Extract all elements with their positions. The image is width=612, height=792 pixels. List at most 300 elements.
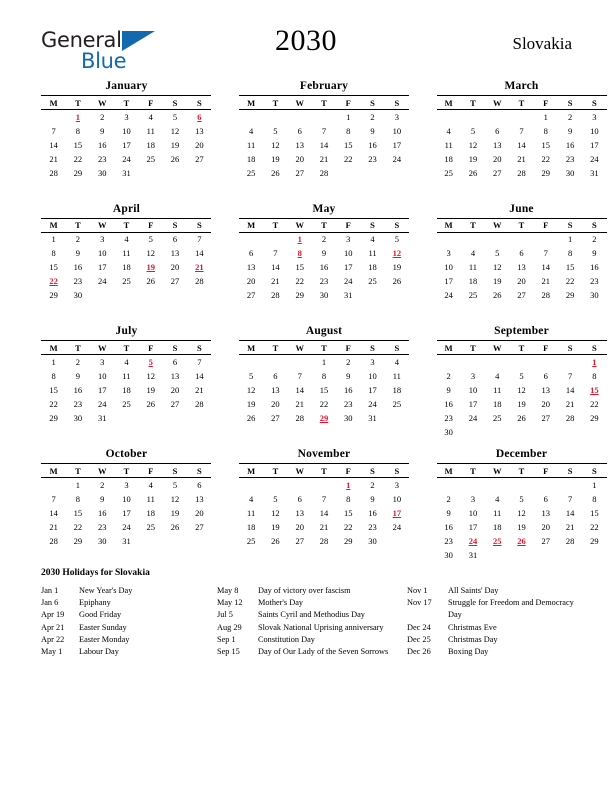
day-cell[interactable]: 21 xyxy=(319,153,329,164)
day-cell[interactable]: 20 xyxy=(492,153,502,164)
day-cell[interactable]: 29 xyxy=(295,290,304,300)
day-cell[interactable]: 12 xyxy=(170,125,180,136)
day-cell[interactable]: 17 xyxy=(122,507,131,518)
day-cell[interactable]: 23 xyxy=(565,153,575,164)
day-cell[interactable]: 27 xyxy=(170,276,180,286)
day-cell[interactable]: 5 xyxy=(172,479,178,490)
day-cell[interactable]: 3 xyxy=(370,356,375,367)
day-cell[interactable]: 7 xyxy=(197,356,202,367)
day-cell[interactable]: 16 xyxy=(368,139,377,150)
day-cell[interactable]: 13 xyxy=(295,507,304,518)
day-cell[interactable]: 23 xyxy=(319,276,329,286)
day-cell[interactable]: 28 xyxy=(517,167,526,178)
day-cell[interactable]: 16 xyxy=(73,384,83,395)
day-cell[interactable]: 18 xyxy=(246,153,256,164)
holiday-day-cell[interactable]: 5 xyxy=(148,356,153,367)
day-cell[interactable]: 4 xyxy=(124,356,129,367)
day-cell[interactable]: 11 xyxy=(368,248,377,258)
day-cell[interactable]: 11 xyxy=(444,139,453,150)
holiday-day-cell[interactable]: 12 xyxy=(392,248,402,258)
day-cell[interactable]: 23 xyxy=(368,521,377,532)
day-cell[interactable]: 9 xyxy=(370,493,375,504)
day-cell[interactable]: 15 xyxy=(565,262,575,272)
day-cell[interactable]: 17 xyxy=(97,262,107,272)
day-cell[interactable]: 23 xyxy=(368,153,377,164)
day-cell[interactable]: 19 xyxy=(170,507,180,518)
day-cell[interactable]: 8 xyxy=(51,248,56,258)
day-cell[interactable]: 23 xyxy=(97,521,107,532)
day-cell[interactable]: 2 xyxy=(346,356,351,367)
day-cell[interactable]: 5 xyxy=(495,248,500,258)
day-cell[interactable]: 26 xyxy=(468,167,478,178)
day-cell[interactable]: 27 xyxy=(541,412,551,423)
day-cell[interactable]: 9 xyxy=(446,507,451,518)
holiday-day-cell[interactable]: 1 xyxy=(346,479,351,490)
day-cell[interactable]: 10 xyxy=(392,493,402,504)
day-cell[interactable]: 6 xyxy=(543,370,548,381)
day-cell[interactable]: 17 xyxy=(344,262,353,272)
day-cell[interactable]: 24 xyxy=(590,153,599,164)
day-cell[interactable]: 27 xyxy=(295,535,304,546)
day-cell[interactable]: 9 xyxy=(321,248,327,258)
day-cell[interactable]: 10 xyxy=(368,370,377,381)
day-cell[interactable]: 15 xyxy=(344,507,353,518)
day-cell[interactable]: 5 xyxy=(519,493,524,504)
day-cell[interactable]: 11 xyxy=(468,262,478,272)
day-cell[interactable]: 19 xyxy=(468,153,478,164)
day-cell[interactable]: 30 xyxy=(368,535,377,546)
day-cell[interactable]: 22 xyxy=(49,398,58,409)
day-cell[interactable]: 16 xyxy=(97,507,107,518)
day-cell[interactable]: 9 xyxy=(100,125,105,136)
day-cell[interactable]: 14 xyxy=(565,507,575,518)
day-cell[interactable]: 10 xyxy=(97,370,107,381)
day-cell[interactable]: 21 xyxy=(517,153,526,164)
day-cell[interactable]: 2 xyxy=(100,111,105,122)
day-cell[interactable]: 14 xyxy=(195,370,204,381)
day-cell[interactable]: 25 xyxy=(246,167,256,178)
day-cell[interactable]: 6 xyxy=(172,356,178,367)
day-cell[interactable]: 27 xyxy=(295,167,304,178)
holiday-day-cell[interactable]: 15 xyxy=(590,384,599,395)
day-cell[interactable]: 7 xyxy=(567,493,573,504)
day-cell[interactable]: 2 xyxy=(321,234,327,245)
day-cell[interactable]: 13 xyxy=(170,248,180,258)
day-cell[interactable]: 8 xyxy=(592,370,597,381)
day-cell[interactable]: 13 xyxy=(195,125,204,136)
day-cell[interactable]: 11 xyxy=(146,493,155,504)
day-cell[interactable]: 29 xyxy=(590,412,599,423)
day-cell[interactable]: 28 xyxy=(319,167,329,178)
day-cell[interactable]: 26 xyxy=(170,153,180,164)
holiday-day-cell[interactable]: 1 xyxy=(297,234,302,245)
day-cell[interactable]: 15 xyxy=(49,262,58,272)
day-cell[interactable]: 1 xyxy=(321,356,327,367)
day-cell[interactable]: 10 xyxy=(97,248,107,258)
day-cell[interactable]: 14 xyxy=(49,507,58,518)
day-cell[interactable]: 28 xyxy=(271,290,280,300)
day-cell[interactable]: 2 xyxy=(100,479,105,490)
day-cell[interactable]: 24 xyxy=(97,398,107,409)
day-cell[interactable]: 24 xyxy=(444,290,453,300)
day-cell[interactable]: 18 xyxy=(492,398,502,409)
day-cell[interactable]: 13 xyxy=(541,384,551,395)
holiday-day-cell[interactable]: 24 xyxy=(468,535,478,546)
day-cell[interactable]: 8 xyxy=(592,493,597,504)
day-cell[interactable]: 14 xyxy=(49,139,58,150)
day-cell[interactable]: 2 xyxy=(370,111,375,122)
day-cell[interactable]: 10 xyxy=(468,507,478,518)
day-cell[interactable]: 31 xyxy=(590,167,599,178)
day-cell[interactable]: 24 xyxy=(97,276,107,286)
day-cell[interactable]: 12 xyxy=(246,384,256,395)
day-cell[interactable]: 31 xyxy=(468,549,478,560)
day-cell[interactable]: 16 xyxy=(319,262,329,272)
day-cell[interactable]: 11 xyxy=(392,370,401,381)
holiday-day-cell[interactable]: 8 xyxy=(297,248,302,258)
day-cell[interactable]: 18 xyxy=(122,384,131,395)
day-cell[interactable]: 18 xyxy=(146,139,155,150)
day-cell[interactable]: 25 xyxy=(492,412,502,423)
day-cell[interactable]: 9 xyxy=(346,370,351,381)
day-cell[interactable]: 30 xyxy=(97,535,107,546)
day-cell[interactable]: 9 xyxy=(567,125,573,136)
day-cell[interactable]: 9 xyxy=(75,370,81,381)
day-cell[interactable]: 27 xyxy=(541,535,551,546)
day-cell[interactable]: 19 xyxy=(392,262,402,272)
day-cell[interactable]: 30 xyxy=(73,412,83,423)
day-cell[interactable]: 29 xyxy=(49,412,58,423)
day-cell[interactable]: 23 xyxy=(73,276,83,286)
day-cell[interactable]: 12 xyxy=(517,384,526,395)
day-cell[interactable]: 10 xyxy=(468,384,478,395)
day-cell[interactable]: 4 xyxy=(124,234,129,245)
day-cell[interactable]: 11 xyxy=(122,248,131,258)
day-cell[interactable]: 7 xyxy=(51,493,56,504)
day-cell[interactable]: 13 xyxy=(195,493,204,504)
day-cell[interactable]: 5 xyxy=(148,234,153,245)
day-cell[interactable]: 17 xyxy=(444,276,453,286)
day-cell[interactable]: 8 xyxy=(75,493,81,504)
day-cell[interactable]: 14 xyxy=(319,139,329,150)
day-cell[interactable]: 31 xyxy=(122,535,131,546)
day-cell[interactable]: 21 xyxy=(271,276,280,286)
day-cell[interactable]: 1 xyxy=(567,234,573,245)
day-cell[interactable]: 15 xyxy=(541,139,551,150)
day-cell[interactable]: 1 xyxy=(346,111,351,122)
day-cell[interactable]: 29 xyxy=(73,167,83,178)
day-cell[interactable]: 13 xyxy=(517,262,526,272)
day-cell[interactable]: 6 xyxy=(519,248,524,258)
day-cell[interactable]: 22 xyxy=(319,398,329,409)
day-cell[interactable]: 17 xyxy=(468,521,478,532)
day-cell[interactable]: 12 xyxy=(146,248,155,258)
day-cell[interactable]: 6 xyxy=(249,248,254,258)
day-cell[interactable]: 19 xyxy=(517,398,526,409)
day-cell[interactable]: 25 xyxy=(122,276,131,286)
day-cell[interactable]: 2 xyxy=(446,493,451,504)
day-cell[interactable]: 2 xyxy=(446,370,451,381)
day-cell[interactable]: 23 xyxy=(344,398,353,409)
day-cell[interactable]: 11 xyxy=(146,125,155,136)
day-cell[interactable]: 27 xyxy=(271,412,280,423)
day-cell[interactable]: 11 xyxy=(493,507,502,518)
day-cell[interactable]: 19 xyxy=(170,139,180,150)
day-cell[interactable]: 6 xyxy=(297,493,302,504)
day-cell[interactable]: 10 xyxy=(122,493,131,504)
day-cell[interactable]: 14 xyxy=(295,384,304,395)
day-cell[interactable]: 19 xyxy=(492,276,502,286)
day-cell[interactable]: 10 xyxy=(590,125,599,136)
day-cell[interactable]: 2 xyxy=(592,234,597,245)
day-cell[interactable]: 13 xyxy=(541,507,551,518)
day-cell[interactable]: 21 xyxy=(49,153,58,164)
day-cell[interactable]: 14 xyxy=(195,248,204,258)
day-cell[interactable]: 23 xyxy=(444,535,453,546)
day-cell[interactable]: 30 xyxy=(73,290,83,300)
day-cell[interactable]: 13 xyxy=(271,384,280,395)
day-cell[interactable]: 4 xyxy=(249,125,254,136)
day-cell[interactable]: 10 xyxy=(122,125,131,136)
day-cell[interactable]: 22 xyxy=(73,153,83,164)
day-cell[interactable]: 22 xyxy=(344,153,353,164)
day-cell[interactable]: 2 xyxy=(75,234,81,245)
day-cell[interactable]: 18 xyxy=(468,276,478,286)
holiday-day-cell[interactable]: 26 xyxy=(517,535,526,546)
day-cell[interactable]: 17 xyxy=(392,139,402,150)
day-cell[interactable]: 20 xyxy=(195,507,204,518)
day-cell[interactable]: 5 xyxy=(249,370,254,381)
day-cell[interactable]: 18 xyxy=(368,262,377,272)
day-cell[interactable]: 6 xyxy=(197,479,202,490)
day-cell[interactable]: 16 xyxy=(444,521,453,532)
day-cell[interactable]: 16 xyxy=(444,398,453,409)
day-cell[interactable]: 4 xyxy=(446,125,451,136)
holiday-day-cell[interactable]: 29 xyxy=(319,412,329,423)
day-cell[interactable]: 19 xyxy=(146,384,155,395)
day-cell[interactable]: 7 xyxy=(51,125,56,136)
day-cell[interactable]: 28 xyxy=(319,535,329,546)
day-cell[interactable]: 22 xyxy=(295,276,304,286)
day-cell[interactable]: 28 xyxy=(49,535,58,546)
day-cell[interactable]: 25 xyxy=(246,535,256,546)
day-cell[interactable]: 8 xyxy=(51,370,56,381)
day-cell[interactable]: 12 xyxy=(517,507,526,518)
day-cell[interactable]: 1 xyxy=(543,111,548,122)
day-cell[interactable]: 7 xyxy=(567,370,573,381)
day-cell[interactable]: 31 xyxy=(97,412,107,423)
day-cell[interactable]: 4 xyxy=(370,234,375,245)
day-cell[interactable]: 12 xyxy=(170,493,180,504)
day-cell[interactable]: 22 xyxy=(541,153,551,164)
day-cell[interactable]: 5 xyxy=(394,234,399,245)
day-cell[interactable]: 25 xyxy=(146,153,155,164)
day-cell[interactable]: 12 xyxy=(146,370,155,381)
day-cell[interactable]: 20 xyxy=(295,153,304,164)
day-cell[interactable]: 16 xyxy=(565,139,575,150)
day-cell[interactable]: 1 xyxy=(592,479,597,490)
day-cell[interactable]: 6 xyxy=(495,125,500,136)
day-cell[interactable]: 22 xyxy=(565,276,575,286)
day-cell[interactable]: 8 xyxy=(321,370,327,381)
day-cell[interactable]: 20 xyxy=(541,398,551,409)
day-cell[interactable]: 7 xyxy=(519,125,524,136)
day-cell[interactable]: 26 xyxy=(271,167,280,178)
day-cell[interactable]: 25 xyxy=(444,167,453,178)
day-cell[interactable]: 30 xyxy=(590,290,599,300)
day-cell[interactable]: 18 xyxy=(492,521,502,532)
day-cell[interactable]: 27 xyxy=(517,290,526,300)
day-cell[interactable]: 29 xyxy=(49,290,58,300)
day-cell[interactable]: 26 xyxy=(392,276,402,286)
day-cell[interactable]: 2 xyxy=(75,356,81,367)
day-cell[interactable]: 4 xyxy=(148,479,153,490)
day-cell[interactable]: 22 xyxy=(73,521,83,532)
day-cell[interactable]: 7 xyxy=(321,493,327,504)
day-cell[interactable]: 11 xyxy=(247,139,256,150)
day-cell[interactable]: 23 xyxy=(590,276,599,286)
day-cell[interactable]: 7 xyxy=(297,370,302,381)
day-cell[interactable]: 15 xyxy=(49,384,58,395)
holiday-day-cell[interactable]: 1 xyxy=(75,111,81,122)
day-cell[interactable]: 3 xyxy=(446,248,451,258)
day-cell[interactable]: 19 xyxy=(271,521,280,532)
day-cell[interactable]: 23 xyxy=(73,398,83,409)
day-cell[interactable]: 21 xyxy=(565,521,575,532)
holiday-day-cell[interactable]: 1 xyxy=(592,356,597,367)
day-cell[interactable]: 20 xyxy=(246,276,256,286)
day-cell[interactable]: 29 xyxy=(590,535,599,546)
day-cell[interactable]: 30 xyxy=(444,426,453,437)
day-cell[interactable]: 13 xyxy=(246,262,256,272)
day-cell[interactable]: 26 xyxy=(271,535,280,546)
day-cell[interactable]: 15 xyxy=(295,262,304,272)
day-cell[interactable]: 18 xyxy=(392,384,402,395)
day-cell[interactable]: 20 xyxy=(295,521,304,532)
day-cell[interactable]: 5 xyxy=(172,111,178,122)
day-cell[interactable]: 20 xyxy=(170,262,180,272)
day-cell[interactable]: 9 xyxy=(446,384,451,395)
day-cell[interactable]: 24 xyxy=(392,521,402,532)
day-cell[interactable]: 1 xyxy=(51,234,56,245)
day-cell[interactable]: 4 xyxy=(495,370,500,381)
day-cell[interactable]: 16 xyxy=(97,139,107,150)
day-cell[interactable]: 17 xyxy=(590,139,599,150)
day-cell[interactable]: 26 xyxy=(170,521,180,532)
day-cell[interactable]: 23 xyxy=(97,153,107,164)
day-cell[interactable]: 28 xyxy=(195,398,204,409)
day-cell[interactable]: 29 xyxy=(73,535,83,546)
day-cell[interactable]: 6 xyxy=(172,234,178,245)
day-cell[interactable]: 24 xyxy=(392,153,402,164)
day-cell[interactable]: 27 xyxy=(246,290,256,300)
day-cell[interactable]: 16 xyxy=(73,262,83,272)
day-cell[interactable]: 9 xyxy=(100,493,105,504)
day-cell[interactable]: 3 xyxy=(470,370,476,381)
day-cell[interactable]: 8 xyxy=(543,125,548,136)
day-cell[interactable]: 21 xyxy=(541,276,551,286)
day-cell[interactable]: 4 xyxy=(495,493,500,504)
day-cell[interactable]: 11 xyxy=(247,507,256,518)
day-cell[interactable]: 17 xyxy=(122,139,131,150)
day-cell[interactable]: 27 xyxy=(170,398,180,409)
day-cell[interactable]: 28 xyxy=(49,167,58,178)
day-cell[interactable]: 31 xyxy=(344,290,353,300)
day-cell[interactable]: 22 xyxy=(590,398,599,409)
day-cell[interactable]: 10 xyxy=(444,262,453,272)
day-cell[interactable]: 6 xyxy=(543,493,548,504)
day-cell[interactable]: 31 xyxy=(122,167,131,178)
day-cell[interactable]: 25 xyxy=(392,398,402,409)
day-cell[interactable]: 18 xyxy=(444,153,453,164)
day-cell[interactable]: 8 xyxy=(346,125,351,136)
day-cell[interactable]: 12 xyxy=(492,262,502,272)
day-cell[interactable]: 13 xyxy=(295,139,304,150)
day-cell[interactable]: 3 xyxy=(124,479,129,490)
day-cell[interactable]: 3 xyxy=(346,234,351,245)
day-cell[interactable]: 7 xyxy=(197,234,202,245)
day-cell[interactable]: 14 xyxy=(565,384,575,395)
day-cell[interactable]: 16 xyxy=(344,384,353,395)
day-cell[interactable]: 11 xyxy=(122,370,131,381)
day-cell[interactable]: 29 xyxy=(541,167,551,178)
day-cell[interactable]: 1 xyxy=(75,479,81,490)
day-cell[interactable]: 4 xyxy=(470,248,476,258)
day-cell[interactable]: 4 xyxy=(394,356,399,367)
day-cell[interactable]: 22 xyxy=(590,521,599,532)
day-cell[interactable]: 19 xyxy=(517,521,526,532)
day-cell[interactable]: 30 xyxy=(97,167,107,178)
day-cell[interactable]: 24 xyxy=(344,276,353,286)
day-cell[interactable]: 12 xyxy=(271,507,280,518)
day-cell[interactable]: 26 xyxy=(146,398,155,409)
day-cell[interactable]: 28 xyxy=(195,276,204,286)
day-cell[interactable]: 25 xyxy=(468,290,478,300)
day-cell[interactable]: 16 xyxy=(590,262,599,272)
day-cell[interactable]: 15 xyxy=(590,507,599,518)
day-cell[interactable]: 12 xyxy=(468,139,478,150)
day-cell[interactable]: 1 xyxy=(51,356,56,367)
day-cell[interactable]: 8 xyxy=(567,248,573,258)
day-cell[interactable]: 7 xyxy=(543,248,548,258)
holiday-day-cell[interactable]: 17 xyxy=(392,507,402,518)
day-cell[interactable]: 8 xyxy=(75,125,81,136)
day-cell[interactable]: 14 xyxy=(541,262,551,272)
day-cell[interactable]: 27 xyxy=(195,521,204,532)
day-cell[interactable]: 19 xyxy=(246,398,256,409)
day-cell[interactable]: 30 xyxy=(319,290,329,300)
day-cell[interactable]: 28 xyxy=(565,412,575,423)
day-cell[interactable]: 14 xyxy=(271,262,280,272)
day-cell[interactable]: 18 xyxy=(146,507,155,518)
day-cell[interactable]: 21 xyxy=(295,398,304,409)
day-cell[interactable]: 3 xyxy=(470,493,476,504)
day-cell[interactable]: 17 xyxy=(368,384,377,395)
day-cell[interactable]: 21 xyxy=(49,521,58,532)
day-cell[interactable]: 17 xyxy=(468,398,478,409)
day-cell[interactable]: 14 xyxy=(517,139,526,150)
day-cell[interactable]: 26 xyxy=(492,290,502,300)
day-cell[interactable]: 6 xyxy=(297,125,302,136)
day-cell[interactable]: 25 xyxy=(122,398,131,409)
day-cell[interactable]: 13 xyxy=(170,370,180,381)
day-cell[interactable]: 24 xyxy=(122,153,131,164)
day-cell[interactable]: 24 xyxy=(122,521,131,532)
day-cell[interactable]: 10 xyxy=(392,125,402,136)
day-cell[interactable]: 30 xyxy=(565,167,575,178)
day-cell[interactable]: 12 xyxy=(271,139,280,150)
day-cell[interactable]: 21 xyxy=(195,384,204,395)
